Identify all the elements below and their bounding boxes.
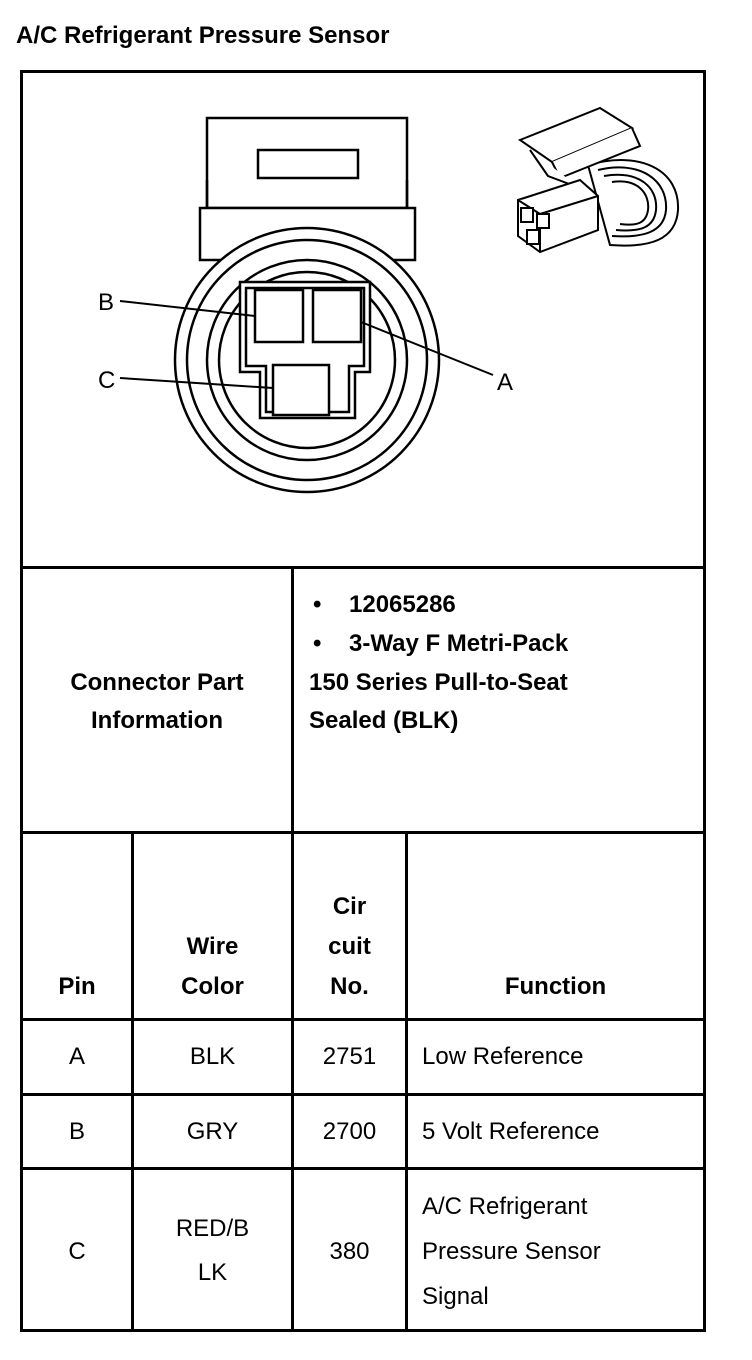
connector-info-frame xyxy=(20,70,706,1332)
row-c-wire-line1: RED/B xyxy=(175,1215,250,1242)
row-b-pin: B xyxy=(68,1118,85,1145)
row-a-function: Low Reference xyxy=(422,1043,584,1070)
row-c-function-line1: A/C Refrigerant xyxy=(422,1193,588,1220)
header-pin: Pin xyxy=(58,973,96,1000)
header-circuit-2: cuit xyxy=(328,933,371,960)
header-wire-color-2: Color xyxy=(181,973,244,1000)
part-number: 12065286 xyxy=(349,591,456,618)
divider xyxy=(23,1167,703,1170)
row-b-circuit: 2700 xyxy=(322,1118,377,1145)
divider xyxy=(23,831,703,834)
page-title: A/C Refrigerant Pressure Sensor xyxy=(16,22,390,49)
row-c-function-line3: Signal xyxy=(422,1283,489,1310)
pin-label-b: B xyxy=(98,289,115,316)
connector-type: 3-Way F Metri-Pack xyxy=(349,630,569,657)
pin-label-a: A xyxy=(497,369,514,396)
divider xyxy=(23,566,703,569)
row-c-circuit: 380 xyxy=(329,1238,370,1265)
row-a-pin: A xyxy=(68,1043,85,1070)
bullet-icon: • xyxy=(313,630,322,657)
header-circuit-3: No. xyxy=(330,973,369,1000)
row-c-function-line2: Pressure Sensor xyxy=(422,1238,601,1265)
header-function: Function xyxy=(504,973,607,1000)
connector-info-label-line1: Connector Part xyxy=(70,669,244,696)
divider xyxy=(405,831,408,1332)
connector-info-label-line2: Information xyxy=(91,707,223,734)
row-a-wire: BLK xyxy=(189,1043,236,1070)
connector-seal: Sealed (BLK) xyxy=(309,707,459,734)
header-wire-color-1: Wire xyxy=(186,933,239,960)
bullet-icon: • xyxy=(313,591,322,618)
row-c-wire-line2: LK xyxy=(197,1259,228,1286)
row-c-pin: C xyxy=(68,1238,86,1265)
divider xyxy=(23,1093,703,1096)
connector-series: 150 Series Pull-to-Seat xyxy=(309,669,568,696)
row-b-wire: GRY xyxy=(186,1118,239,1145)
divider xyxy=(131,831,134,1332)
divider xyxy=(23,1018,703,1021)
pin-label-c: C xyxy=(98,367,116,394)
header-circuit-1: Cir xyxy=(332,893,367,920)
row-b-function: 5 Volt Reference xyxy=(422,1118,600,1145)
row-a-circuit: 2751 xyxy=(322,1043,377,1070)
